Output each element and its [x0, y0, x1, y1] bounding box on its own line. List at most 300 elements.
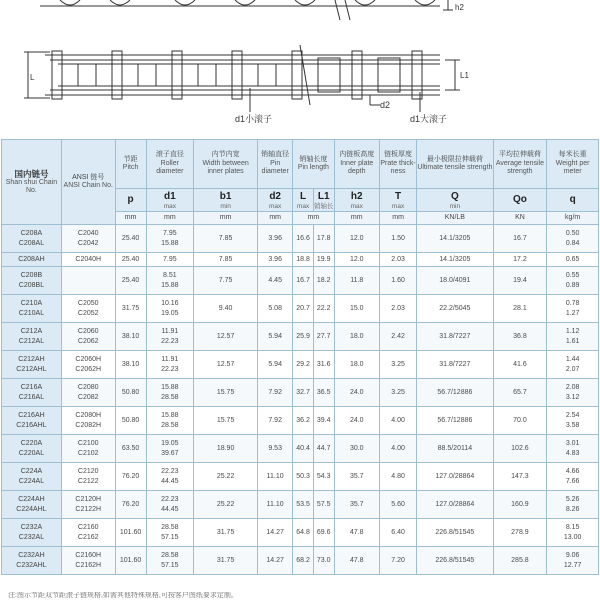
- cell-chain-no: [2, 519, 62, 547]
- sym-Q: Q: [450, 190, 459, 202]
- cell-weight-line: 0.65: [565, 255, 580, 263]
- cell-weight-line: 3.58: [565, 421, 580, 429]
- cell-Q: 31.8/7227: [417, 323, 493, 351]
- cell-h2: 35.7: [334, 491, 379, 519]
- cell-L1: 27.7: [313, 323, 334, 351]
- cell-roller: [146, 379, 194, 407]
- header-ansi-cn: ANSI 链号: [72, 173, 105, 181]
- cell-weight: [547, 267, 599, 295]
- cell-T: 1.60: [379, 267, 416, 295]
- cell-weight-line: 13.00: [563, 533, 582, 541]
- header-plate-depth: [334, 140, 379, 189]
- cell-ansi: [61, 407, 115, 435]
- cell-T: 3.25: [379, 379, 416, 407]
- cell-ansi: [61, 323, 115, 351]
- cell-L1: 57.5: [313, 491, 334, 519]
- cell-weight: [547, 519, 599, 547]
- cell-Qo: 285.8: [493, 547, 547, 575]
- cell-pin: 5.08: [258, 295, 293, 323]
- cell-roller-line: 22.23: [161, 467, 179, 475]
- cell-roller-line: 15.88: [161, 281, 179, 289]
- cell-pin: 4.45: [258, 267, 293, 295]
- sym-q: q: [569, 194, 576, 205]
- cell-chain-no-line: C224AH: [18, 495, 45, 503]
- header-chain-no: [2, 140, 62, 225]
- drawing-label-d1-large: d1大滚子: [410, 114, 448, 124]
- cell-chain-no-line: C216AL: [18, 393, 45, 401]
- cell-pin: 7.92: [258, 379, 293, 407]
- cell-weight: [547, 225, 599, 253]
- cell-roller-line: 22.23: [161, 495, 179, 503]
- sym-b1: b1: [219, 190, 232, 202]
- cell-ansi-line: C2100: [77, 439, 99, 447]
- cell-roller: [146, 435, 194, 463]
- header-L-sym: [293, 189, 314, 212]
- table-row: [2, 491, 599, 519]
- cell-ansi: [61, 225, 115, 253]
- cell-chain-no: [2, 547, 62, 575]
- cell-Qo: 16.7: [493, 225, 547, 253]
- cell-L1: 36.5: [313, 379, 334, 407]
- unit-d1: mm: [146, 212, 194, 225]
- cell-h2: 12.0: [334, 253, 379, 267]
- cell-roller-line: 15.88: [161, 239, 179, 247]
- cell-weight: [547, 547, 599, 575]
- cell-ansi: [61, 519, 115, 547]
- cell-roller-line: 11.91: [161, 327, 179, 335]
- cell-Qo: 36.8: [493, 323, 547, 351]
- table-row: [2, 351, 599, 379]
- cell-pin: 3.96: [258, 225, 293, 253]
- header-ansi-en: ANSI Chain No.: [63, 182, 113, 189]
- cell-weight-line: 2.54: [565, 411, 580, 419]
- cell-ansi-line: C2160: [77, 523, 99, 531]
- cell-weight-line: 2.08: [565, 383, 580, 391]
- header-roller-cn: 滚子直径: [155, 151, 184, 159]
- cell-pitch: 50.80: [115, 379, 146, 407]
- unit-Qo: KN: [493, 212, 547, 225]
- cell-chain-no-line: C208BL: [18, 281, 45, 289]
- cell-weight-line: 1.27: [565, 309, 580, 317]
- cell-chain-no: [2, 351, 62, 379]
- header-tensile-cn: 最小极限拉伸载荷: [426, 155, 483, 163]
- header-avg-tensile-en: Average tensile strength: [495, 159, 544, 176]
- header-width-sym: [194, 189, 258, 212]
- header-q-sym: [547, 189, 599, 212]
- cell-pin: 14.27: [258, 547, 293, 575]
- table-row: [2, 547, 599, 575]
- cell-roller-line: 7.95: [163, 255, 177, 263]
- unit-h2: mm: [334, 212, 379, 225]
- header-tensile: [417, 140, 493, 189]
- cell-T: 5.60: [379, 491, 416, 519]
- cell-pin: 5.94: [258, 351, 293, 379]
- cell-width: 25.22: [194, 491, 258, 519]
- cell-width: 9.40: [194, 295, 258, 323]
- cell-Q: 226.8/51545: [417, 547, 493, 575]
- cell-weight-line: 0.78: [565, 299, 580, 307]
- table-row: [2, 267, 599, 295]
- cell-pitch: 38.10: [115, 323, 146, 351]
- cell-L: 68.2: [293, 547, 314, 575]
- cell-weight-line: 0.55: [565, 271, 580, 279]
- sub-d2: max: [269, 202, 282, 210]
- cell-width: 31.75: [194, 547, 258, 575]
- cell-width: 15.75: [194, 407, 258, 435]
- cell-roller-line: 19.05: [161, 439, 179, 447]
- header-plate-thick: [379, 140, 416, 189]
- cell-Q: 31.8/7227: [417, 351, 493, 379]
- cell-h2: 18.0: [334, 323, 379, 351]
- cell-chain-no: [2, 295, 62, 323]
- cell-ansi-line: C2162: [77, 533, 99, 541]
- cell-roller: [146, 323, 194, 351]
- cell-ansi: [61, 491, 115, 519]
- cell-ansi-line: C2042: [77, 239, 99, 247]
- cell-Q: 14.1/3205: [417, 253, 493, 267]
- cell-L1: 18.2: [313, 267, 334, 295]
- cell-roller-line: 19.05: [161, 309, 179, 317]
- table-row: [2, 519, 599, 547]
- header-plate-depth-en: Inner plate depth: [340, 159, 374, 176]
- cell-weight: [547, 253, 599, 267]
- cell-T: 4.00: [379, 407, 416, 435]
- cell-width: 12.57: [194, 351, 258, 379]
- cell-L1: 69.6: [313, 519, 334, 547]
- cell-pin: 11.10: [258, 491, 293, 519]
- cell-chain-no-line: C224AHL: [16, 505, 47, 513]
- cell-width: 7.85: [194, 225, 258, 253]
- cell-chain-no: [2, 379, 62, 407]
- cell-Q: 56.7/12886: [417, 407, 493, 435]
- cell-ansi-line: C2120H: [75, 495, 102, 503]
- cell-weight: [547, 463, 599, 491]
- cell-pitch: 101.60: [115, 547, 146, 575]
- cell-L1: 19.9: [313, 253, 334, 267]
- sub-h2: max: [350, 202, 363, 210]
- header-plate-thick-cn: 链板厚度: [384, 151, 413, 159]
- cell-width: 7.75: [194, 267, 258, 295]
- cell-weight-line: 12.77: [563, 561, 582, 569]
- cell-Qo: 65.7: [493, 379, 547, 407]
- cell-pitch: 25.40: [115, 267, 146, 295]
- cell-ansi-line: C2062: [77, 337, 99, 345]
- cell-T: 3.25: [379, 351, 416, 379]
- cell-ansi-line: C2122: [77, 477, 99, 485]
- cell-roller-line: 28.58: [161, 421, 179, 429]
- header-chain-no-cn: 国内链号: [14, 168, 49, 179]
- unit-p: mm: [115, 212, 146, 225]
- drawing-label-h2: h2: [455, 3, 464, 12]
- cell-L1: 44.7: [313, 435, 334, 463]
- table-row: [2, 379, 599, 407]
- cell-roller: [146, 295, 194, 323]
- cell-width: 15.75: [194, 379, 258, 407]
- cell-chain-no-line: C212AHL: [16, 365, 47, 373]
- cell-L: 36.2: [293, 407, 314, 435]
- cell-chain-no-line: C212A: [20, 327, 43, 335]
- cell-chain-no-line: C210AL: [18, 309, 45, 317]
- cell-h2: 47.8: [334, 519, 379, 547]
- cell-chain-no-line: C212AH: [18, 355, 45, 363]
- sym-Qo: Qo: [512, 194, 527, 205]
- cell-ansi: [61, 463, 115, 491]
- cell-weight: [547, 323, 599, 351]
- cell-pin: 14.27: [258, 519, 293, 547]
- table-row: [2, 463, 599, 491]
- cell-Qo: 28.1: [493, 295, 547, 323]
- cell-pin: 5.94: [258, 323, 293, 351]
- cell-width: 12.57: [194, 323, 258, 351]
- cell-width: 7.85: [194, 253, 258, 267]
- unit-T: mm: [379, 212, 416, 225]
- cell-roller: [146, 491, 194, 519]
- cell-Q: 226.8/51545: [417, 519, 493, 547]
- cell-roller-line: 15.88: [161, 383, 179, 391]
- cell-chain-no-line: C220AL: [18, 449, 45, 457]
- header-pitch: [115, 140, 146, 189]
- spec-table-body: [2, 225, 599, 575]
- cell-weight-line: 8.26: [565, 505, 580, 513]
- table-row: [2, 225, 599, 253]
- header-weight-en: Weight per meter: [555, 159, 590, 176]
- cell-chain-no: [2, 225, 62, 253]
- cell-ansi-line: C2040H: [75, 255, 102, 263]
- cell-ansi-line: C2060H: [75, 355, 102, 363]
- cell-L1: 17.8: [313, 225, 334, 253]
- cell-pitch: 50.80: [115, 407, 146, 435]
- cell-L: 53.5: [293, 491, 314, 519]
- cell-weight-line: 5.26: [565, 495, 580, 503]
- unit-Q: KN/LB: [417, 212, 493, 225]
- cell-weight: [547, 435, 599, 463]
- cell-roller: [146, 225, 194, 253]
- cell-ansi: [61, 295, 115, 323]
- cell-ansi-line: C2162H: [75, 561, 102, 569]
- cell-weight-line: 7.66: [565, 477, 580, 485]
- cell-T: 7.20: [379, 547, 416, 575]
- cell-weight-line: 9.06: [565, 551, 580, 559]
- cell-T: 2.42: [379, 323, 416, 351]
- cell-pitch: 63.50: [115, 435, 146, 463]
- cell-roller: [146, 351, 194, 379]
- cell-chain-no: [2, 407, 62, 435]
- cell-chain-no: [2, 491, 62, 519]
- cell-ansi-line: C2052: [77, 309, 99, 317]
- header-Qo-sym: [493, 189, 547, 212]
- cell-chain-no-line: C208B: [20, 271, 43, 279]
- cell-ansi-line: C2050: [77, 299, 99, 307]
- cell-T: 4.80: [379, 463, 416, 491]
- cell-weight-line: 3.01: [565, 439, 580, 447]
- cell-ansi-line: C2080H: [75, 411, 102, 419]
- cell-roller: [146, 253, 194, 267]
- header-chain-no-en: Shan shui Chain No.: [5, 178, 58, 194]
- header-plate-thick-en: Prate thick-ness: [380, 159, 416, 176]
- cell-weight: [547, 295, 599, 323]
- cell-roller: [146, 463, 194, 491]
- cell-weight-line: 0.89: [565, 281, 580, 289]
- cell-ansi: [61, 351, 115, 379]
- cell-L: 50.3: [293, 463, 314, 491]
- header-L1-sym: [313, 189, 334, 212]
- cell-weight-line: 1.12: [565, 327, 580, 335]
- cell-Q: 22.2/5045: [417, 295, 493, 323]
- header-pin-cn: 销轴直径: [261, 151, 290, 159]
- cell-chain-no: [2, 323, 62, 351]
- cell-h2: 12.0: [334, 225, 379, 253]
- cell-weight-line: 4.66: [565, 467, 580, 475]
- header-pin-en: Pin diameter: [261, 159, 289, 176]
- sub-b1: min: [220, 202, 231, 210]
- cell-weight-line: 2.07: [565, 365, 580, 373]
- sym-d2: d2: [269, 190, 281, 202]
- cell-pin: 3.96: [258, 253, 293, 267]
- cell-weight-line: 0.84: [565, 239, 580, 247]
- cell-pitch: 25.40: [115, 225, 146, 253]
- cell-Q: 56.7/12886: [417, 379, 493, 407]
- cell-pitch: 25.40: [115, 253, 146, 267]
- cell-width: 25.22: [194, 463, 258, 491]
- cell-ansi-line: C2060: [77, 327, 99, 335]
- cell-L: 16.6: [293, 225, 314, 253]
- cell-roller-line: 44.45: [161, 477, 179, 485]
- cell-pin: 7.92: [258, 407, 293, 435]
- header-tensile-en: Ultimate tensile strength: [417, 164, 493, 171]
- footnote: 注:图示节距双节距滚子链规格,如需其他特殊规格,可按客户图纸要求定制。: [8, 592, 238, 599]
- cell-h2: 47.8: [334, 547, 379, 575]
- cell-roller: [146, 547, 194, 575]
- cell-weight-line: 8.15: [565, 523, 580, 531]
- cell-T: 6.40: [379, 519, 416, 547]
- cell-ansi: [61, 267, 115, 295]
- cell-roller: [146, 407, 194, 435]
- unit-L: mm: [293, 212, 334, 225]
- chain-technical-drawing: [0, 0, 600, 135]
- drawing-label-L1: L1: [460, 71, 469, 80]
- cell-L: 64.8: [293, 519, 314, 547]
- cell-chain-no-line: C208A: [20, 229, 43, 237]
- cell-L: 25.9: [293, 323, 314, 351]
- header-pin-sym: [258, 189, 293, 212]
- cell-Qo: 160.9: [493, 491, 547, 519]
- cell-chain-no-line: C232AHL: [16, 561, 47, 569]
- cell-h2: 18.0: [334, 351, 379, 379]
- sym-T: T: [395, 190, 402, 202]
- cell-T: 4.00: [379, 435, 416, 463]
- cell-Q: 18.0/4091: [417, 267, 493, 295]
- cell-Qo: 70.0: [493, 407, 547, 435]
- header-avg-tensile: [493, 140, 547, 189]
- cell-width: 31.75: [194, 519, 258, 547]
- cell-ansi-line: C2040: [77, 229, 99, 237]
- sub-L: max: [296, 202, 310, 210]
- cell-T: 2.03: [379, 295, 416, 323]
- cell-roller-line: 28.58: [161, 523, 179, 531]
- cell-T: 2.03: [379, 253, 416, 267]
- cell-pitch: 101.60: [115, 519, 146, 547]
- cell-roller-line: 8.51: [163, 271, 177, 279]
- cell-Qo: 278.9: [493, 519, 547, 547]
- header-pinlen-en: Pin length: [297, 164, 329, 171]
- cell-L: 32.7: [293, 379, 314, 407]
- drawing-label-d2: d2: [380, 100, 391, 110]
- chain-spec-table: [1, 139, 599, 575]
- cell-L: 40.4: [293, 435, 314, 463]
- cell-Q: 88.5/20114: [417, 435, 493, 463]
- header-plate-depth-cn: 内链板高度: [339, 151, 375, 159]
- header-pitch-sym: [115, 189, 146, 212]
- cell-pin: 9.53: [258, 435, 293, 463]
- cell-ansi-line: C2102: [77, 449, 99, 457]
- cell-roller-line: 22.23: [161, 337, 179, 345]
- cell-roller-line: 44.45: [161, 505, 179, 513]
- cell-roller: [146, 519, 194, 547]
- cell-roller-line: 28.58: [161, 551, 179, 559]
- sub-T: max: [391, 202, 405, 210]
- cell-chain-no-line: C216AHL: [16, 421, 47, 429]
- cell-roller-line: 11.91: [161, 355, 179, 363]
- cell-L1: 31.6: [313, 351, 334, 379]
- cell-chain-no-line: C210A: [20, 299, 43, 307]
- cell-weight-line: 0.50: [565, 229, 580, 237]
- unit-b1: mm: [194, 212, 258, 225]
- cell-weight-line: 3.12: [565, 393, 580, 401]
- cell-chain-no-line: C216A: [20, 383, 43, 391]
- cell-chain-no-line: C216AH: [18, 411, 45, 419]
- header-width: [194, 140, 258, 189]
- cell-chain-no: [2, 435, 62, 463]
- cell-h2: 35.7: [334, 463, 379, 491]
- cell-chain-no: [2, 253, 62, 267]
- cell-ansi-line: C2160H: [75, 551, 102, 559]
- header-T-sym: [379, 189, 416, 212]
- table-row: [2, 323, 599, 351]
- cell-ansi-line: C2122H: [75, 505, 102, 513]
- unit-d2: mm: [258, 212, 293, 225]
- cell-ansi-line: C2082H: [75, 421, 102, 429]
- cell-Q: 127.0/28864: [417, 491, 493, 519]
- cell-weight: [547, 491, 599, 519]
- cell-weight: [547, 351, 599, 379]
- header-width-cn: 内节内宽: [211, 151, 240, 159]
- cell-weight-line: 1.44: [565, 355, 580, 363]
- table-row: [2, 435, 599, 463]
- cell-L1: 22.2: [313, 295, 334, 323]
- table-row: [2, 253, 599, 267]
- sub-Q: min: [449, 202, 461, 210]
- cell-chain-no-line: C232A: [20, 523, 43, 531]
- header-width-en: Width between inner plates: [202, 159, 249, 176]
- cell-pitch: 38.10: [115, 351, 146, 379]
- cell-width: 18.90: [194, 435, 258, 463]
- header-weight-cn: 每米长重: [558, 151, 587, 159]
- cell-roller-line: 22.23: [161, 365, 179, 373]
- cell-L: 18.8: [293, 253, 314, 267]
- header-roller: [146, 140, 194, 189]
- cell-roller-line: 10.16: [161, 299, 179, 307]
- cell-chain-no-line: C224AL: [18, 477, 45, 485]
- header-pitch-cn: 节距: [123, 155, 138, 163]
- header-ansi: [61, 140, 115, 225]
- cell-Qo: 17.2: [493, 253, 547, 267]
- header-Q-sym: [417, 189, 493, 212]
- cell-chain-no-line: C220A: [20, 439, 43, 447]
- cell-L: 16.7: [293, 267, 314, 295]
- cell-L1: 54.3: [313, 463, 334, 491]
- cell-h2: 15.0: [334, 295, 379, 323]
- cell-Qo: 102.6: [493, 435, 547, 463]
